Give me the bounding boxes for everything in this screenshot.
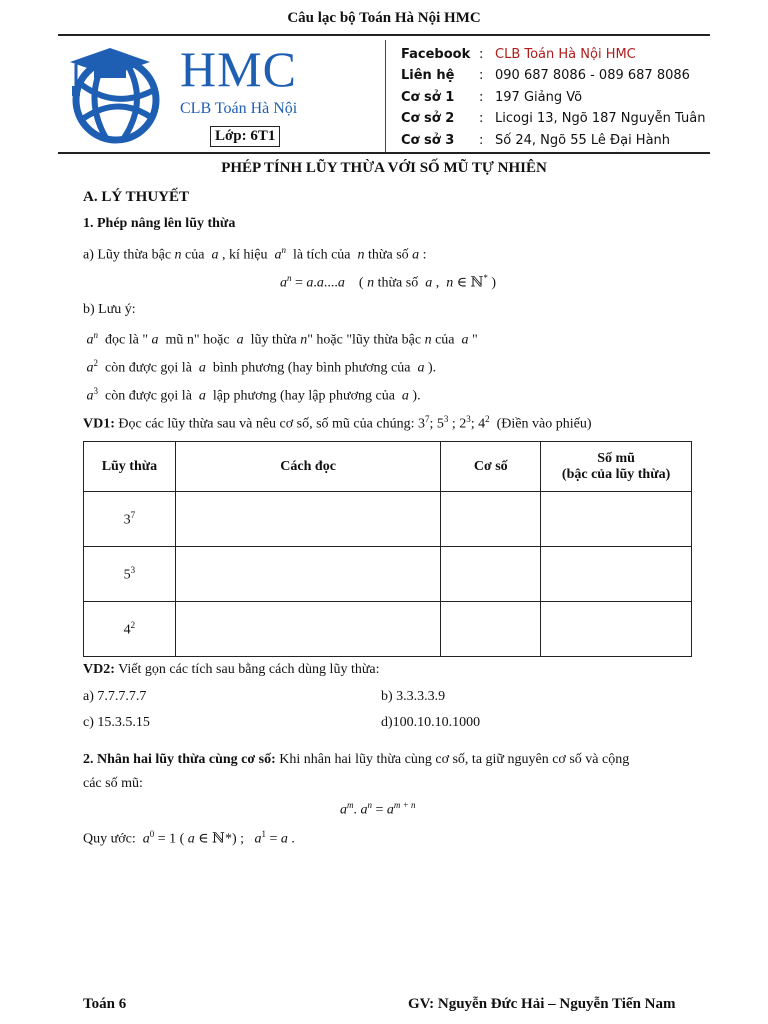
power-cell: $3^7$	[84, 492, 176, 547]
contact-row: Cơ sở 1 : 197 Giảng Võ	[401, 89, 583, 105]
contact-row: Facebook : CLB Toán Hà Nội HMC	[401, 44, 705, 65]
rule-text: 2. Nhân hai lũy thừa cùng cơ số: Khi nhân hai lũy thừa cùng cơ số, ta giữ nguyên cơ số và cộng	[83, 752, 630, 767]
note-line-3: $a^3$ còn được gọi là a lập phương (hay lập phương của a ).	[86, 386, 421, 404]
exercise-item: a) 7.7.7.7.7	[83, 689, 147, 704]
table-header: Lũy thừa	[84, 442, 176, 492]
rule-text-cont: các số mũ:	[83, 776, 143, 791]
convention-line: Quy ước: $a^0 = 1$ ( a ∈ ℕ*) ; $a^1 = a$ .	[83, 829, 295, 847]
class-label: Lớp: 6T1	[210, 126, 280, 147]
footer-teachers: GV: Nguyễn Đức Hải – Nguyễn Tiến Nam	[408, 996, 676, 1012]
section-heading: A. LÝ THUYẾT	[83, 189, 189, 205]
power-cell: $4^2$	[84, 602, 176, 657]
footer-subject: Toán 6	[83, 996, 127, 1012]
header-rule-bottom	[58, 152, 710, 154]
contact-row: Cơ sở 2 : Licogi 13, Ngõ 187 Nguyễn Tuân	[401, 111, 706, 127]
note-label: b) Lưu ý:	[83, 302, 136, 317]
table-header: Cơ số	[441, 442, 541, 492]
contact-row: Liên hệ : 090 687 8086 - 089 687 8086	[401, 68, 690, 84]
note-line-2: $a^2$ còn được gọi là a bình phương (hay bình phương của a ).	[86, 358, 437, 376]
power-table	[83, 441, 692, 657]
product-formula: $a^m$. $a^n = a^{m + n}$	[340, 800, 416, 818]
table-header: Số mũ (bậc của lũy thừa)	[541, 442, 692, 492]
power-formula: $a^n = a.a....a$ ( n thừa số a , n ∈ ℕ* )	[280, 273, 497, 291]
contact-info	[401, 44, 705, 151]
base-cell[interactable]	[441, 547, 541, 602]
exercise-item: b) 3.3.3.3.9	[381, 689, 446, 704]
table-row	[84, 492, 692, 547]
base-cell[interactable]	[441, 602, 541, 657]
facebook-link[interactable]: CLB Toán Hà Nội HMC	[495, 47, 636, 62]
vd1-line: VD1: Đọc các lũy thừa sau và nêu cơ số, số mũ của chúng: $3^7$; $5^3$ ; $2^3$; $4^2$ (Điền vào phiếu)	[83, 414, 592, 432]
reading-cell[interactable]	[175, 492, 441, 547]
definition-text: a) Lũy thừa bậc n của a , kí hiệu $a^n$ là tích của n thừa số a :	[83, 245, 427, 263]
table-row	[84, 602, 692, 657]
logo-text: HMC	[180, 41, 297, 97]
club-header: Câu lạc bộ Toán Hà Nội HMC	[287, 10, 481, 26]
exponent-cell[interactable]	[541, 602, 692, 657]
header-divider	[385, 40, 386, 152]
header-rule-top	[58, 34, 710, 36]
base-cell[interactable]	[441, 492, 541, 547]
power-cell: $5^3$	[84, 547, 176, 602]
note-line-1: $a^n$ đọc là " a mũ n" hoặc a lũy thừa n" hoặc "lũy thừa bậc n của a "	[86, 330, 478, 348]
logo-subtitle: CLB Toán Hà Nội	[180, 100, 298, 117]
globe-logo-icon	[64, 40, 164, 144]
page-title: PHÉP TÍNH LŨY THỪA VỚI SỐ MŨ TỰ NHIÊN	[221, 160, 547, 176]
exponent-cell[interactable]	[541, 492, 692, 547]
exercise-item: d)100.10.10.1000	[381, 715, 481, 730]
reading-cell[interactable]	[175, 602, 441, 657]
reading-cell[interactable]	[175, 547, 441, 602]
vd2-line: VD2: Viết gọn các tích sau bằng cách dùng lũy thừa:	[83, 662, 380, 677]
exercise-item: c) 15.3.5.15	[83, 715, 150, 730]
table-header: Cách đọc	[175, 442, 441, 492]
subsection-heading: 1. Phép nâng lên lũy thừa	[83, 216, 236, 231]
table-row	[84, 547, 692, 602]
exponent-cell[interactable]	[541, 547, 692, 602]
contact-row: Cơ sở 3 : Số 24, Ngõ 55 Lê Đại Hành	[401, 132, 671, 148]
